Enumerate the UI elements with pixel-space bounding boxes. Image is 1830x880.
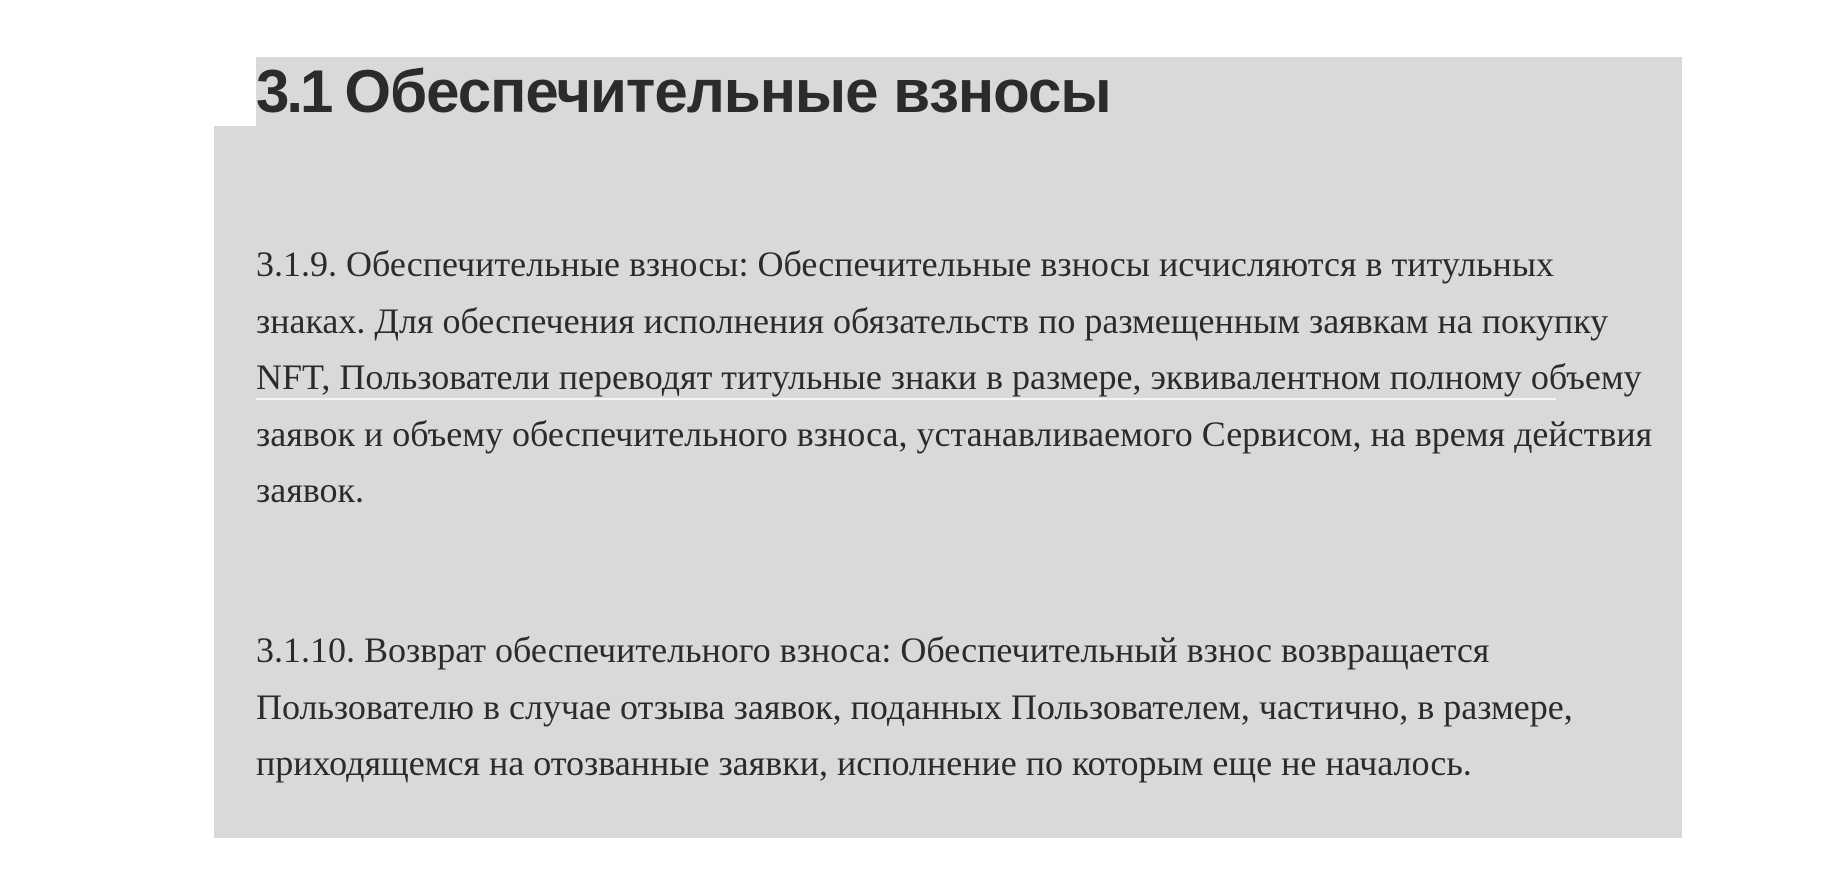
text-underline-divider [256, 398, 1556, 400]
section-title [256, 54, 1111, 130]
paragraph-3-1-9: 3.1.9. Обеспечительные взносы: Обеспечительные взносы исчисляются в титульных знаках. Для обеспечения исполнения обязательств по размещенным заявкам на покупку NFT, Пользователи переводят титульные знаки в размере, эквивалентном полному объему заявок и объему обеспечительного взноса, устанавливаемого Сервисом, на время действия заявок. [256, 244, 1653, 510]
section-number: 3.1 [256, 58, 331, 125]
paragraph-3-1-10: 3.1.10. Возврат обеспечительного взноса: Обеспечительный взнос возвращается Пользователю в случае отзыва заявок, поданных Пользователем, частично, в размере, приходящемся на отозванные заявки, исполнение по которым еще не началось. [256, 630, 1573, 783]
section-title-text: Обеспечительные взносы [344, 58, 1111, 125]
